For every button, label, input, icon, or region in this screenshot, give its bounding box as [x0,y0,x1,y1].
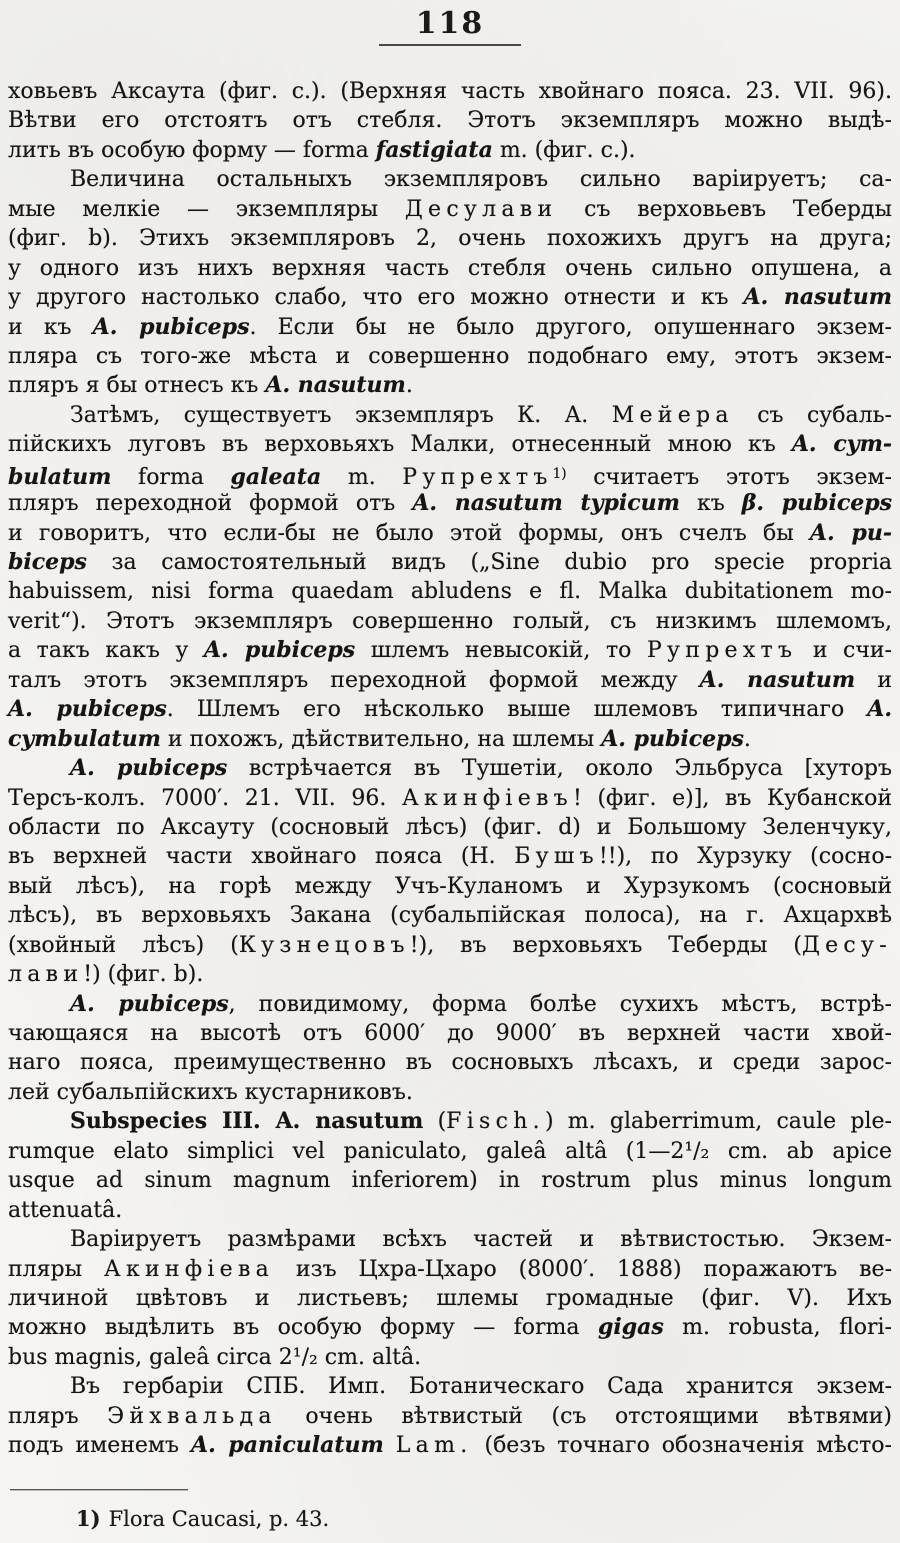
text-segment: !) (фиг. b). [83,962,204,988]
page-header [0,6,900,46]
text-segment: A. nasutum typicum [412,490,680,517]
text-segment: талъ этотъ экземпляръ переходной формой между [8,667,700,693]
text-line [8,460,892,489]
page-number: 118 [415,6,485,41]
text-segment: A. pubiceps [70,755,228,782]
text-segment: лави [8,962,84,988]
text-segment: A. pu- [809,519,892,546]
text-segment: въ верхней части хвойнаго пояса (Н. [8,844,515,870]
text-line [8,1255,892,1284]
text-segment: мые мелкіе — экземпляры [8,196,405,222]
text-segment: и [855,667,892,693]
text-line [8,695,892,724]
text-segment: встрѣчается въ Тушетіи, около Эльбруса [хуторъ [227,756,892,782]
text-segment: A. cym- [791,431,892,458]
text-segment: !!), по Хурзуку (сосно- [598,844,892,870]
text-line [8,1402,892,1431]
text-line [8,1137,892,1166]
text-line [8,931,892,960]
text-segment: . [405,373,413,399]
footnote-marker: 1) [76,1506,101,1531]
text-segment: Кузнецовъ [238,932,410,958]
text-segment: Fisch. [446,1109,545,1135]
text-segment: A. pubiceps [203,637,356,664]
text-segment: Вѣтви его отстоятъ отъ стебля. Этотъ экземпляръ можно выдѣ- [8,108,892,134]
text-line [8,1019,892,1048]
text-line [8,77,892,106]
text-segment: ховьевъ Аксаута (фиг. с.). (Верхняя часть хвойнаго пояса. 23. VII. 96). [8,79,892,104]
text-block [8,77,892,1461]
text-segment: m. (фиг. с.). [492,137,636,163]
text-segment: Бушъ [514,844,599,870]
text-segment: лѣсъ), въ верховьяхъ Закана (субальпійская полоса), на г. Ахцархвѣ [8,903,892,929]
text-segment: у другого настолько слабо, что его можно отнести и къ [8,285,744,311]
text-segment: A. pubiceps [92,313,250,340]
text-segment: можно выдѣлить въ особую форму — forma [8,1315,598,1341]
text-line [8,136,892,165]
text-line [8,313,892,342]
text-line [8,1343,892,1372]
text-segment: у одного изъ нихъ верхняя часть стебля очень сильно опушена, а [8,255,892,281]
text-segment: лить въ особую форму — forma [8,137,376,163]
text-segment: (фиг. b). Этихъ экземпляровъ 2, очень похожихъ другъ на друга; [8,226,892,252]
text-line [8,1107,892,1136]
text-segment: cymbulatum [8,725,161,752]
text-segment: . Шлемъ его нѣсколько выше шлемовъ типичнаго [166,697,868,723]
footnote-rule [10,1489,188,1490]
text-segment: A. pubiceps [601,725,744,752]
text-segment: подъ именемъ [8,1433,191,1459]
text-segment: Эйхвальда [107,1403,277,1429]
text-line [8,106,892,135]
text-segment: а такъ какъ у [8,638,204,664]
text-segment: bulatum [8,463,112,490]
text-segment: и похожъ, дѣйствительно, на шлемы [160,726,602,752]
text-segment: A. nasutum [743,284,892,311]
text-line [8,607,892,636]
text-segment: Въ гербаріи СПБ. Имп. Ботаническаго Сада хранится экзем- [70,1374,892,1400]
text-line [8,401,892,430]
text-segment: Акинфіевъ [402,785,573,811]
text-line [8,784,892,813]
text-line [8,254,892,283]
text-line [8,1284,892,1313]
text-segment: Величина остальныхъ экземпляровъ сильно варіируетъ; са- [70,167,892,193]
text-segment: (безъ точнаго обозначенія мѣсто- [472,1433,892,1459]
text-segment: bus magnis, galeâ circa 2¹/₂ cm. altâ. [8,1344,422,1370]
text-segment: пляръ переходной формой отъ [8,491,413,517]
footnote-ref: 1) [552,465,567,482]
text-line [8,1225,892,1254]
text-segment: usque ad sinum magnum inferiorem) in rostrum plus minus longum [8,1168,892,1194]
text-segment: чающаяся на высотѣ отъ 6000′ до 9000′ въ верхней части хвой- [8,1021,892,1046]
text-segment [384,1433,396,1458]
text-segment: fastigiata [375,136,493,163]
text-segment: Subspecies III. A. nasutum [70,1108,424,1135]
text-segment: habuissem, nisi forma quaedam abludens e fl. Malka dubitationem mo- [8,579,892,605]
text-line [8,165,892,194]
page-number-rule [379,44,521,46]
text-segment: Мейера [611,402,734,428]
text-segment: A. paniculatum [191,1432,384,1459]
text-segment: считаетъ этотъ экзем- [566,464,892,490]
text-segment: A. nasutum [699,666,856,693]
text-line [8,636,892,665]
text-segment: A. pubiceps [8,696,167,723]
text-segment: пляры [8,1256,104,1282]
text-segment: Десулави [404,196,558,222]
text-segment: наго пояса, преимущественно въ сосновыхъ лѣсахъ, и среди зарос- [8,1050,892,1076]
text-segment: Рупрехтъ [646,638,798,664]
text-segment: galeata [230,463,322,490]
text-segment: области по Аксауту (сосновый лѣсъ) (фиг. d) и Большому Зеленчуку, [8,814,892,840]
text-line [8,1196,892,1225]
text-segment: и къ [8,314,93,340]
text-segment: очень вѣтвистый (съ отстоящими вѣтвями) [276,1403,892,1429]
text-segment: A. pubiceps [70,990,229,1017]
text-segment: съ верховьевъ Теберды [557,196,892,222]
text-segment: и говоритъ, что если-бы не было этой формы, онъ счелъ бы [8,520,810,546]
text-line [8,725,892,754]
text-segment: m. robusta, flori- [663,1315,892,1341]
text-segment: attenuatâ. [8,1197,123,1223]
text-segment: за самостоятельный видъ („Sine dubio pro specie propria [86,550,892,575]
text-line [8,872,892,901]
text-segment: личиной цвѣтовъ и листьевъ; шлемы громадные (фиг. V). Ихъ [8,1285,892,1311]
text-line [8,1048,892,1077]
text-line [8,1372,892,1401]
text-segment: ( [423,1109,447,1135]
text-segment: къ [679,491,742,517]
text-segment: !), въ верховьяхъ Теберды ( [409,932,802,958]
text-line [8,990,892,1019]
text-segment: m. [321,464,403,490]
text-segment: пляръ [8,1403,108,1429]
text-segment: съ субаль- [733,402,892,428]
text-line [8,1431,892,1460]
text-segment: вый лѣсъ), на горѣ между Учъ-Куланомъ и Хурзукомъ (сосновый [8,873,892,899]
text-segment: Десу- [801,932,892,958]
text-segment: A. [867,696,892,723]
text-segment: пійскихъ луговъ въ верховьяхъ Малки, отнесенный мною къ [8,432,792,458]
text-line [8,283,892,312]
text-segment: , повидимому, форма болѣе сухихъ мѣстъ, встрѣ- [228,991,892,1017]
text-line [8,1166,892,1195]
text-segment: . Если бы не было другого, опушеннаго экзем- [249,314,892,340]
text-segment: изъ Цхра-Цхаро (8000′. 1888) поражаютъ ве- [274,1256,892,1282]
text-segment: Рупрехтъ [402,464,553,490]
text-line [8,666,892,695]
text-line [8,842,892,871]
text-segment: Затѣмъ, существуетъ экземпляръ К. А. [70,402,612,428]
text-line [8,577,892,606]
text-line [8,1313,892,1342]
text-segment: verit“). Этотъ экземпляръ совершенно голый, съ низкимъ шлемомъ, [8,608,892,634]
text-line [8,342,892,371]
text-segment: лей субальпійскихъ кустарниковъ. [8,1079,413,1105]
text-line [8,1078,892,1107]
text-line [8,195,892,224]
text-line [8,489,892,518]
text-line [8,548,892,577]
text-line [8,754,892,783]
footnote [76,1506,329,1531]
text-line [8,224,892,253]
text-segment: Акинфіева [104,1256,275,1282]
text-segment: ! (фиг. e)], въ Кубанской [572,785,892,811]
text-segment: A. nasutum [265,372,406,399]
text-line [8,371,892,400]
text-segment: и счи- [797,638,892,664]
text-segment: biceps [8,549,87,575]
text-segment: пляръ я бы отнесъ къ [8,373,266,399]
text-segment: Варіируетъ размѣрами всѣхъ частей и вѣтвистостью. Экзем- [70,1227,892,1253]
text-segment: (хвойный лѣсъ) ( [8,932,239,958]
text-line [8,960,892,989]
text-line [8,519,892,548]
footnote-text: Flora Caucasi, p. 43. [108,1507,330,1531]
text-segment: Терсъ-колъ. 7000′. 21. VII. 96. [8,785,403,811]
text-segment: Lam. [395,1433,473,1459]
text-segment: . [743,726,751,752]
text-segment: ) m. glaberrimum, caule ple- [544,1109,892,1135]
text-line [8,901,892,930]
text-segment: forma [111,464,231,490]
text-segment: шлемъ невысокій, то [355,638,647,664]
text-line [8,813,892,842]
text-segment: gigas [597,1314,664,1341]
text-segment: пляра съ того-же мѣста и совершенно подобнаго ему, этотъ экзем- [8,343,892,369]
text-segment: β. pubiceps [741,490,893,517]
text-segment: rumque elato simplici vel paniculato, galeâ altâ (1—2¹/₂ cm. ab apice [8,1138,892,1164]
text-line [8,430,892,459]
